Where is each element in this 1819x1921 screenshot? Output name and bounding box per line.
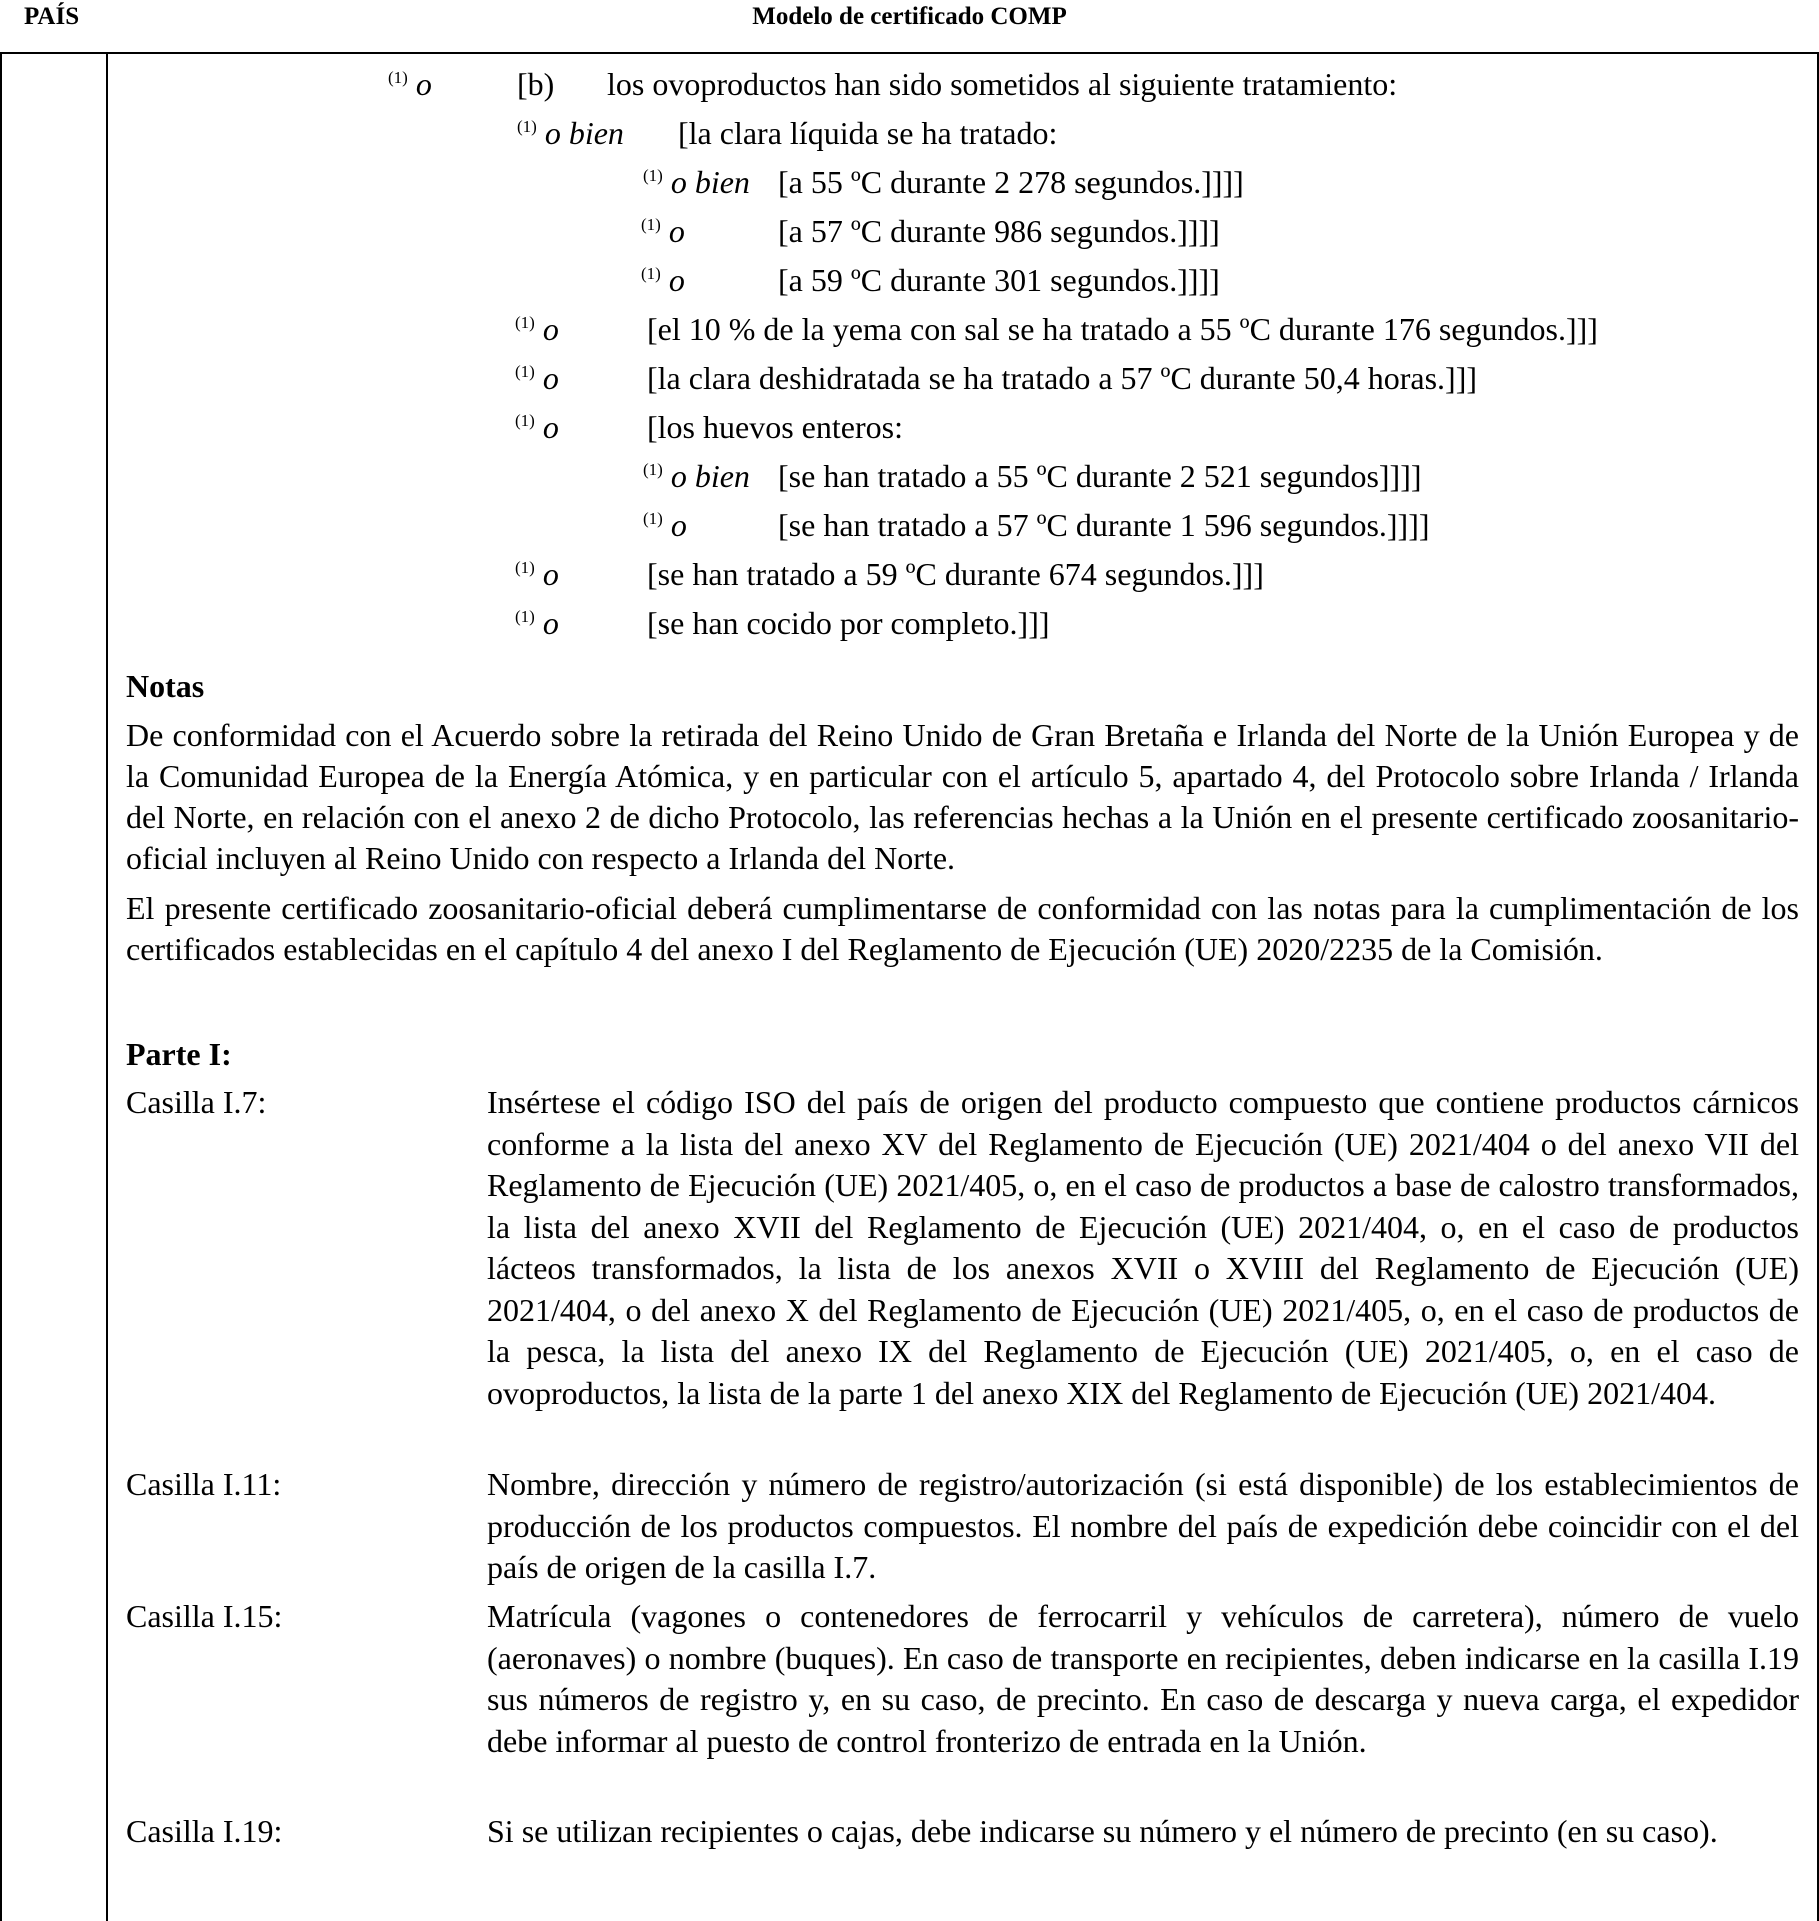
option-marker: $^{(1)}$ o bien xyxy=(643,458,750,494)
treatment-line: [a 57 ºC durante 986 segundos.]]]] xyxy=(778,213,1220,249)
left-border xyxy=(0,52,2,1921)
box-label: Casilla I.15: xyxy=(126,1598,283,1634)
part1-heading: Parte I: xyxy=(126,1036,232,1072)
treatment-line: [el 10 % de la yema con sal se ha tratado a 55 ºC durante 176 segundos.]]] xyxy=(647,311,1598,347)
option-marker: $^{(1)}$ o xyxy=(643,507,687,543)
option-marker: $^{(1)}$ o xyxy=(515,409,559,445)
option-marker: $^{(1)}$ o xyxy=(641,262,685,298)
treatment-line: [la clara deshidratada se ha tratado a 57 ºC durante 50,4 horas.]]] xyxy=(647,360,1478,396)
page-header xyxy=(0,0,1819,52)
notes-paragraph: El presente certificado zoosanitario-oficial deberá cumplimentarse de conformidad con las notas para la cumplimentación de los certificados establecidas en el capítulo 4 del anexo I del Reglamento de Ejecución (UE) 2020/2235 de la Comisión. xyxy=(126,890,1799,967)
box-description: Si se utilizan recipientes o cajas, debe indicarse su número y el número de precinto (en su caso). xyxy=(487,1813,1718,1849)
treatment-line: [los huevos enteros: xyxy=(647,409,903,445)
box-description: Insértese el código ISO del país de origen del producto compuesto que contiene productos cárnicos conforme a la lista del anexo XV del Reglamento de Ejecución (UE) 2021/404 o del anexo VII del Reglamento de Ejecución (UE) 2021/405, o, en el caso de productos a base de calostro transformados, la lista del anexo XVII del Reglamento de Ejecución (UE) 2021/404, o, en el caso de productos lácteos transformados, la lista de los anexos XVII o XVIII del Reglamento de Ejecución (UE) 2021/404, o del anexo X del Reglamento de Ejecución (UE) 2021/405, o, en el caso de productos de la pesca, la lista del anexo IX del Reglamento de Ejecución (UE) 2021/405, o, en el caso de ovoproductos, la lista de la parte 1 del anexo XIX del Reglamento de Ejecución (UE) 2021/404. xyxy=(487,1084,1799,1411)
item-label: [b) xyxy=(517,66,555,102)
option-marker: $^{(1)}$ o bien xyxy=(643,164,750,200)
treatment-line: [se han cocido por completo.]]] xyxy=(647,605,1050,641)
treatment-line: [se han tratado a 59 ºC durante 674 segundos.]]] xyxy=(647,556,1264,592)
option-marker: $^{(1)}$ o xyxy=(515,311,559,347)
header-divider xyxy=(0,52,1819,54)
notes-heading: Notas xyxy=(126,668,205,704)
option-marker: $^{(1)}$ o xyxy=(515,556,559,592)
treatment-line: [se han tratado a 55 ºC durante 2 521 segundos]]]] xyxy=(778,458,1422,494)
page-title: Modelo de certificado COMP xyxy=(752,3,1067,30)
treatment-line: los ovoproductos han sido sometidos al siguiente tratamiento: xyxy=(607,66,1398,102)
notes-paragraph: De conformidad con el Acuerdo sobre la retirada del Reino Unido de Gran Bretaña e Irlanda del Norte de la Unión Europea y de la Comunidad Europea de la Energía Atómica, y en particular con el artículo 5, apartado 4, del Protocolo sobre Irlanda / Irlanda del Norte, en relación con el anexo 2 de dicho Protocolo, las referencias hechas a la Unión en el presente certificado zoosanitario-oficial incluyen al Reino Unido con respecto a Irlanda del Norte. xyxy=(126,717,1799,876)
box-label: Casilla I.11: xyxy=(126,1466,282,1502)
treatment-line: [a 59 ºC durante 301 segundos.]]]] xyxy=(778,262,1220,298)
treatment-line: [a 55 ºC durante 2 278 segundos.]]]] xyxy=(778,164,1244,200)
option-marker: $^{(1)}$ o xyxy=(641,213,685,249)
option-marker: $^{(1)}$ o xyxy=(388,66,432,102)
box-description: Nombre, dirección y número de registro/autorización (si está disponible) de los establecimientos de producción de los productos compuestos. El nombre del país de expedición debe coincidir con el del país de origen de la casilla I.7. xyxy=(487,1466,1799,1585)
column-divider xyxy=(106,52,108,1921)
treatment-line: [la clara líquida se ha tratado: xyxy=(678,115,1058,151)
option-marker: $^{(1)}$ o xyxy=(515,605,559,641)
country-label: PAÍS xyxy=(24,3,80,30)
option-marker: $^{(1)}$ o xyxy=(515,360,559,396)
box-label: Casilla I.7: xyxy=(126,1084,267,1120)
box-description: Matrícula (vagones o contenedores de ferrocarril y vehículos de carretera), número de vuelo (aeronaves) o nombre (buques). En caso de transporte en recipientes, deben indicarse en la casilla I.19 sus números de registro y, en su caso, de precinto. En caso de descarga y nueva carga, el expedidor debe informar al puesto de control fronterizo de entrada en la Unión. xyxy=(487,1598,1799,1759)
box-label: Casilla I.19: xyxy=(126,1813,283,1849)
option-marker: $^{(1)}$ o bien xyxy=(517,115,624,151)
treatment-line: [se han tratado a 57 ºC durante 1 596 segundos.]]]] xyxy=(778,507,1430,543)
